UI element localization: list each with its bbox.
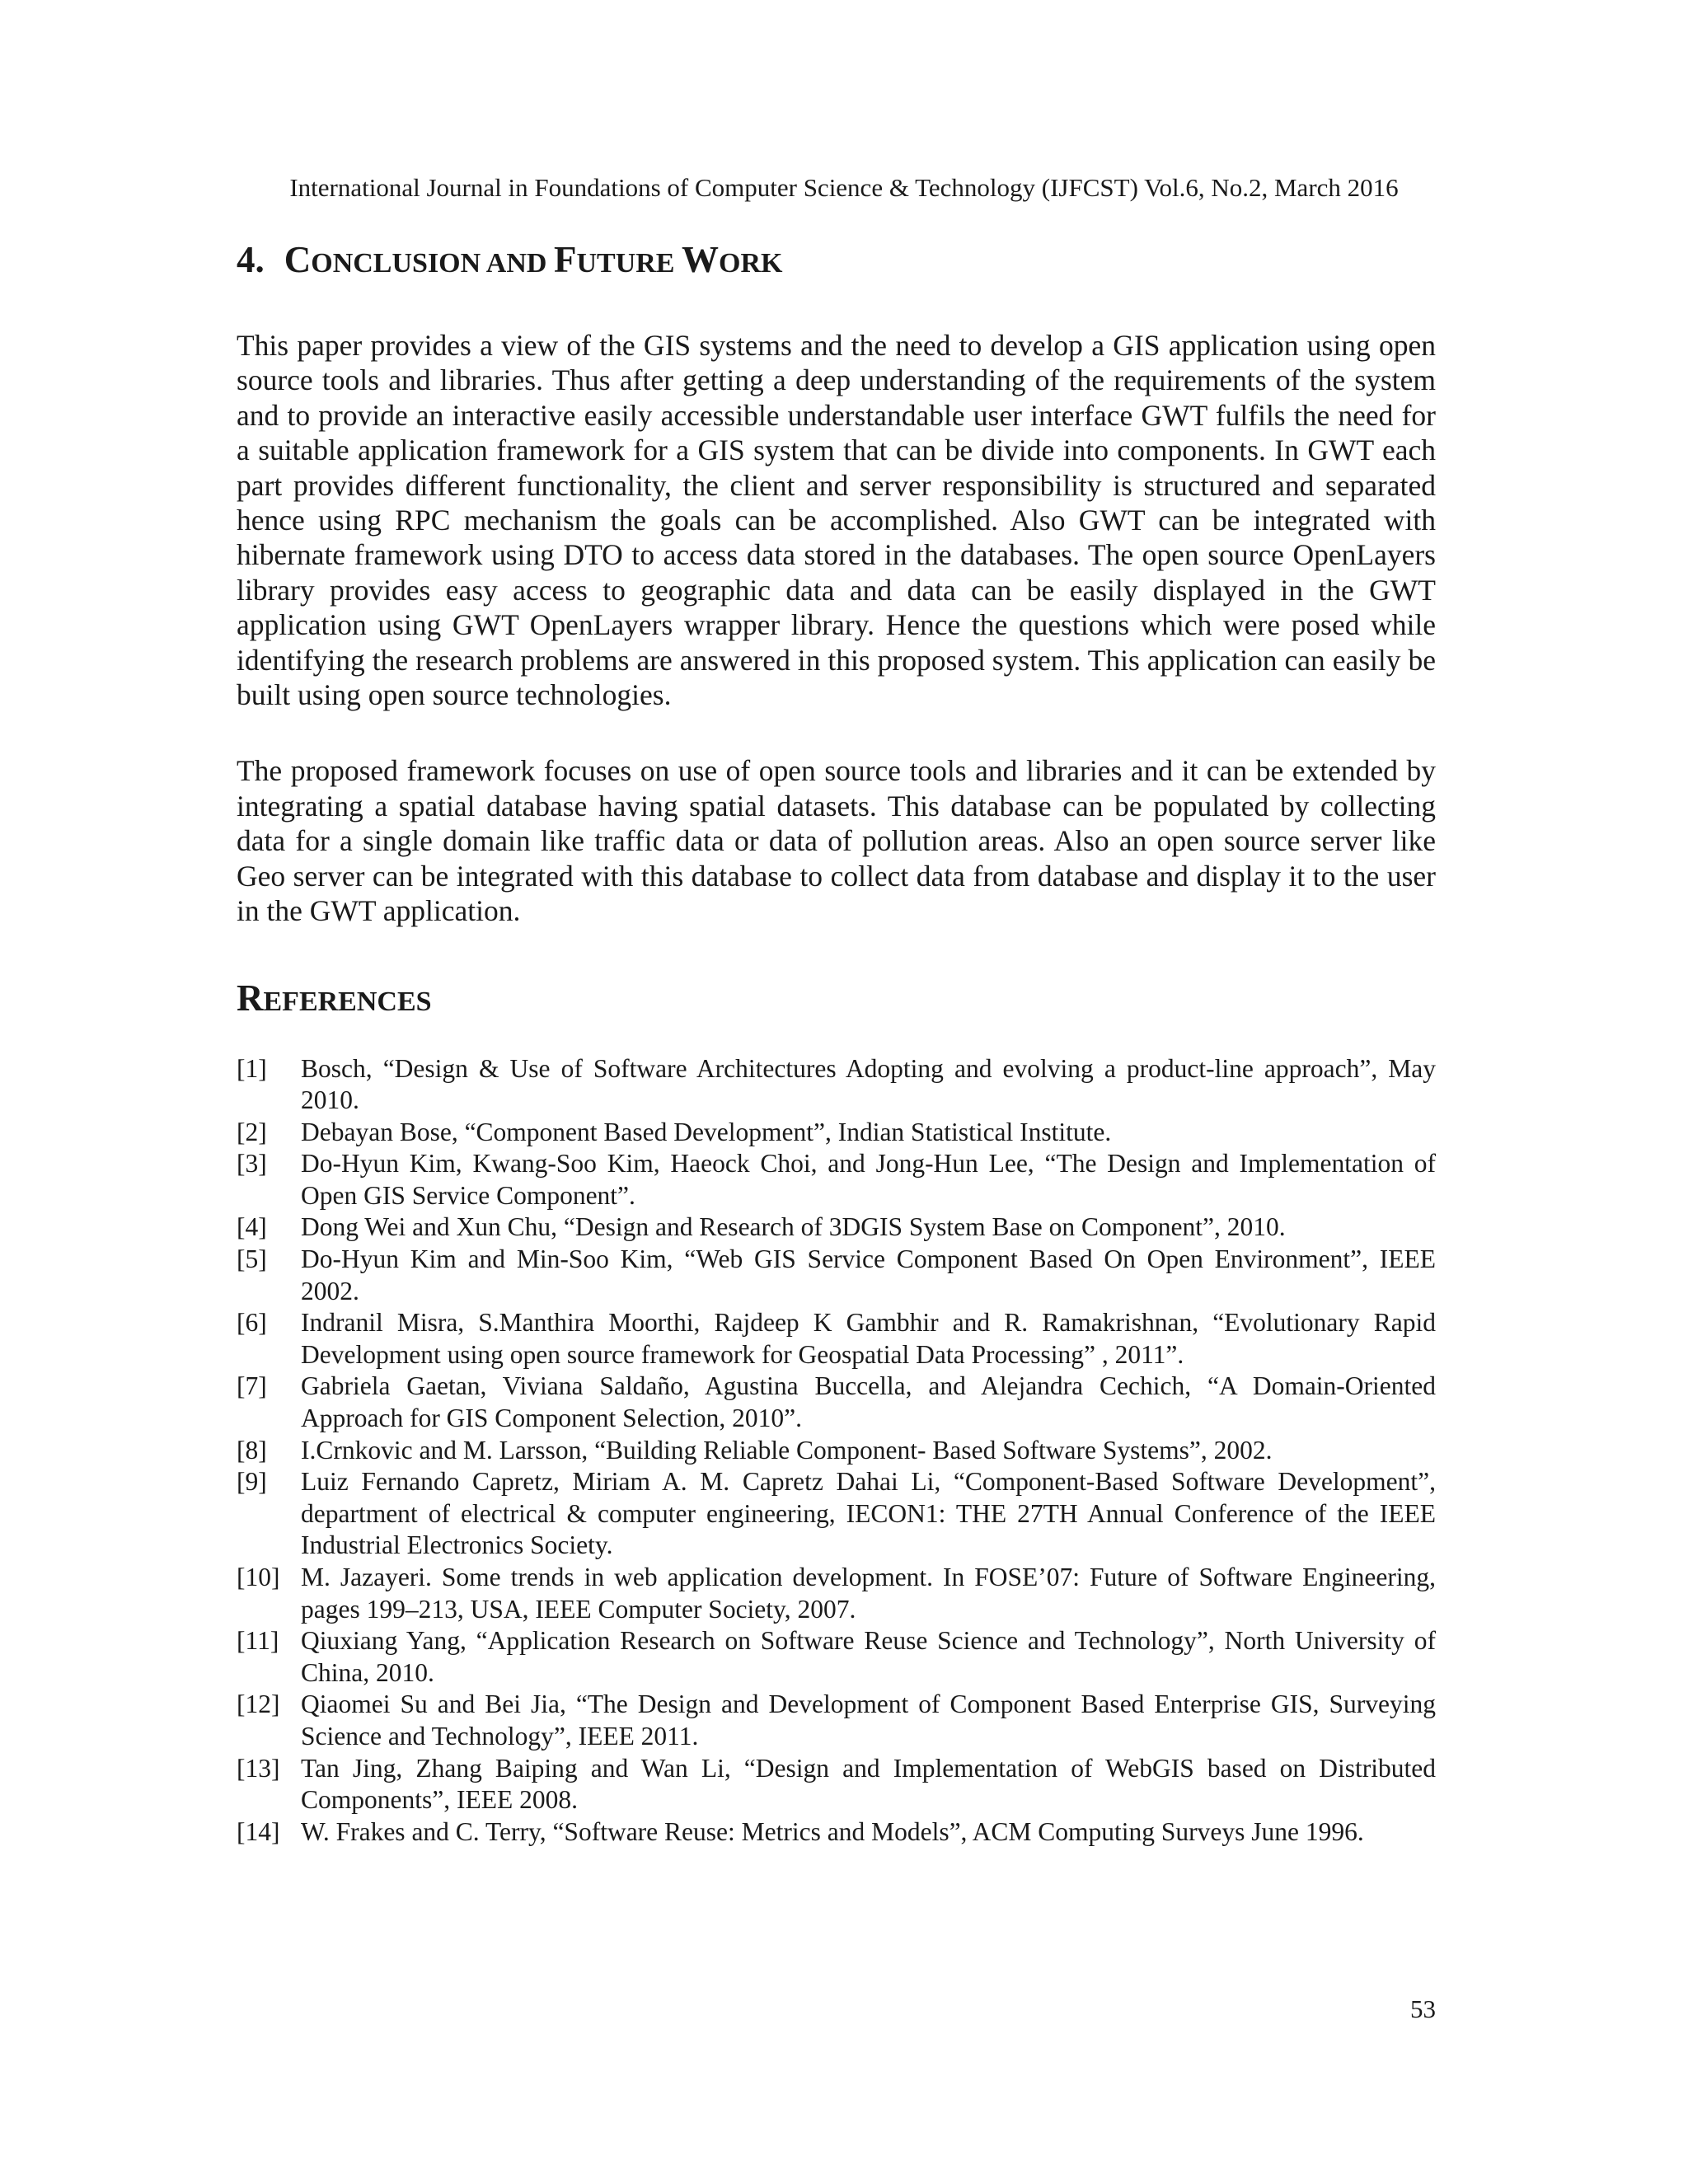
section-title-smallcaps-3: ORK	[719, 248, 783, 279]
section-heading	[237, 233, 1436, 290]
page-number: 53	[1410, 1994, 1436, 2023]
reference-item	[237, 1148, 1436, 1212]
references-list	[237, 1053, 1436, 1849]
reference-text: Qiaomei Su and Bei Jia, “The Design and Development of Component Based Enterprise GIS, Surveying Science and Technology”, IEEE 2011.	[301, 1690, 1436, 1750]
reference-item	[237, 1625, 1436, 1689]
reference-number: [9]	[237, 1467, 267, 1497]
conclusion-paragraph-2: The proposed framework focuses on use of open source tools and libraries and it can be extended by integrating a spatial database having spatial datasets. This database can be populated by collecting data for a single domain like traffic data or data of pollution areas. Also an open source server like Geo server can be integrated with this database to collect data from database and display it to the user in the GWT application.	[237, 754, 1436, 928]
reference-text: Dong Wei and Xun Chu, “Design and Research of 3DGIS System Base on Component”, 2010.	[301, 1212, 1286, 1242]
reference-item	[237, 1689, 1436, 1752]
reference-text: Gabriela Gaetan, Viviana Saldaño, Agustina Buccella, and Alejandra Cechich, “A Domain-Oriented Approach for GIS Component Selection, 2010”.	[301, 1371, 1436, 1433]
reference-number: [1]	[237, 1053, 267, 1083]
section-title-cap-1: C	[284, 239, 312, 280]
reference-text: Tan Jing, Zhang Baiping and Wan Li, “Design and Implementation of WebGIS based on Distributed Components”, IEEE 2008.	[301, 1753, 1436, 1815]
references-title-smallcaps: EFERENCES	[263, 986, 432, 1017]
running-header: International Journal in Foundations of Computer Science & Technology (IJFCST) Vol.6, No.2, March 2016	[289, 173, 1399, 202]
conclusion-paragraph-1: This paper provides a view of the GIS systems and the need to develop a GIS application using open source tools and libraries. Thus after getting a deep understanding of the requirements of the system and to provide an interactive easily accessible understandable user interface GWT fulfils the need for a suitable application framework for a GIS system that can be divide into components. In GWT each part provides different functionality, the client and server responsibility is structured and separated hence using RPC mechanism the goals can be accomplished. Also GWT can be integrated with hibernate framework using DTO to access data stored in the databases. The open source OpenLayers library provides easy access to geographic data and data can be easily displayed in the GWT application using GWT OpenLayers wrapper library. Hence the questions which were posed while identifying the research problems are answered in this proposed system. This application can easily be built using open source technologies.	[237, 329, 1436, 712]
reference-number: [14]	[237, 1816, 280, 1846]
reference-item	[237, 1117, 1436, 1149]
reference-text: W. Frakes and C. Terry, “Software Reuse: Metrics and Models”, ACM Computing Surveys June 1996.	[301, 1816, 1364, 1846]
section-title-cap-3: W	[682, 239, 719, 280]
reference-item	[237, 1244, 1436, 1307]
reference-item	[237, 1816, 1436, 1849]
reference-item	[237, 1053, 1436, 1117]
reference-number: [8]	[237, 1435, 267, 1465]
section-number: 4.	[237, 239, 265, 280]
reference-number: [3]	[237, 1149, 267, 1179]
reference-text: I.Crnkovic and M. Larsson, “Building Reliable Component- Based Software Systems”, 2002.	[301, 1435, 1273, 1465]
reference-text: Do-Hyun Kim, Kwang-Soo Kim, Haeock Choi, and Jong-Hun Lee, “The Design and Implementation of Open GIS Service Component”.	[301, 1149, 1436, 1210]
section-title-cap-2: F	[553, 239, 577, 280]
reference-text: Debayan Bose, “Component Based Development”, Indian Statistical Institute.	[301, 1117, 1112, 1146]
reference-item	[237, 1466, 1436, 1562]
reference-number: [5]	[237, 1244, 267, 1274]
reference-item	[237, 1307, 1436, 1371]
reference-text: Qiuxiang Yang, “Application Research on Software Reuse Science and Technology”, North University of China, 2010.	[301, 1626, 1436, 1687]
references-heading	[237, 972, 1436, 1029]
reference-item	[237, 1562, 1436, 1625]
reference-number: [13]	[237, 1753, 280, 1783]
reference-number: [4]	[237, 1212, 267, 1242]
section-title-smallcaps-2: UTURE	[576, 248, 682, 279]
references-title-cap: R	[237, 977, 264, 1019]
reference-number: [2]	[237, 1117, 267, 1146]
reference-item	[237, 1371, 1436, 1434]
reference-text: Do-Hyun Kim and Min-Soo Kim, “Web GIS Service Component Based On Open Environment”, IEEE 2002.	[301, 1244, 1436, 1305]
section-title-smallcaps-1: ONCLUSION AND	[311, 248, 554, 279]
reference-text: Luiz Fernando Capretz, Miriam A. M. Capretz Dahai Li, “Component-Based Software Development”, department of electrical & computer engineering, IECON1: THE 27TH Annual Conference of the IEEE Industrial Electronics Society.	[301, 1467, 1436, 1560]
reference-number: [6]	[237, 1308, 267, 1338]
reference-item	[237, 1212, 1436, 1244]
reference-text: Indranil Misra, S.Manthira Moorthi, Rajdeep K Gambhir and R. Ramakrishnan, “Evolutionary Rapid Development using open source framework for Geospatial Data Processing” , 2011”.	[301, 1308, 1436, 1369]
reference-number: [12]	[237, 1690, 280, 1719]
reference-number: [11]	[237, 1626, 279, 1656]
reference-number: [10]	[237, 1563, 280, 1591]
page-content	[237, 233, 1436, 1848]
reference-item	[237, 1753, 1436, 1816]
reference-text: M. Jazayeri. Some trends in web application development. In FOSE’07: Future of Software Engineering, pages 199–213, USA, IEEE Computer Society, 2007.	[301, 1563, 1436, 1624]
reference-text: Bosch, “Design & Use of Software Architectures Adopting and evolving a product-line approach”, May 2010.	[301, 1053, 1436, 1115]
reference-number: [7]	[237, 1371, 267, 1401]
reference-item	[237, 1435, 1436, 1467]
